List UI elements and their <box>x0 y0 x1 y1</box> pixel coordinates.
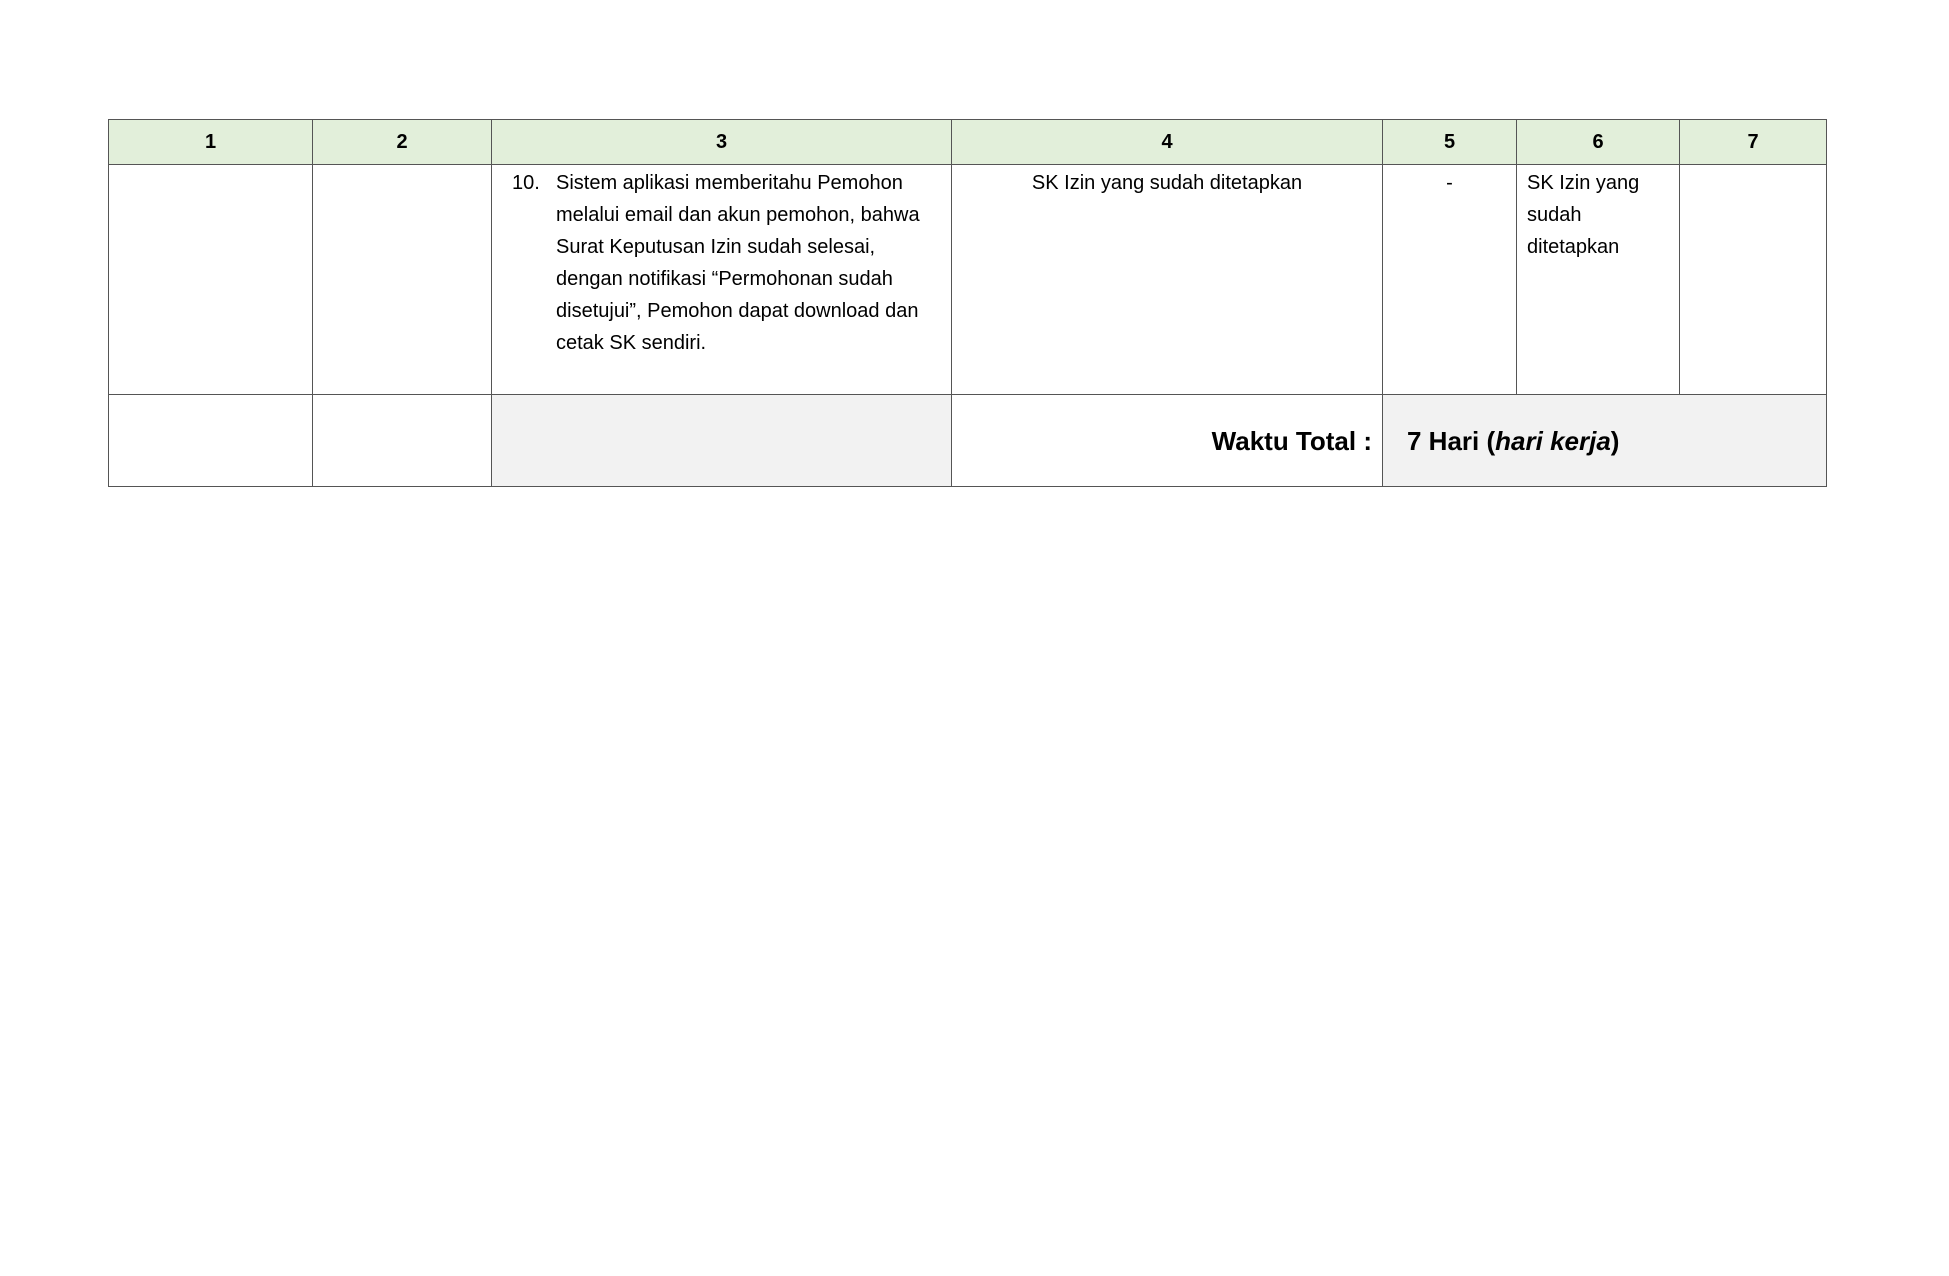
total-value-prefix: 7 Hari ( <box>1407 425 1496 456</box>
cell-col-1 <box>109 165 313 395</box>
header-col-6: 6 <box>1517 120 1680 165</box>
procedure-step <box>512 167 943 359</box>
step-text: Sistem aplikasi memberitahu Pemohon melalui email dan akun pemohon, bahwa Surat Keputusan Izin sudah selesai, dengan notifikasi “Permohonan sudah disetujui”, Pemohon dapat download dan cetak SK sendiri. <box>556 172 920 354</box>
header-col-3: 3 <box>492 120 952 165</box>
header-row <box>109 120 1827 165</box>
header-col-5: 5 <box>1383 120 1517 165</box>
procedure-table <box>108 119 1827 487</box>
total-value-italic: hari kerja <box>1495 425 1611 456</box>
cell-col-7 <box>1680 165 1827 395</box>
step-number: 10. <box>512 172 540 194</box>
header-col-4: 4 <box>952 120 1383 165</box>
header-col-2: 2 <box>313 120 492 165</box>
cell-col-6: SK Izin yang sudah ditetapkan <box>1517 165 1680 395</box>
total-cell-col-2 <box>313 395 492 487</box>
cell-col-5: - <box>1383 165 1517 395</box>
cell-col-4: SK Izin yang sudah ditetapkan <box>952 165 1383 395</box>
cell-col-2 <box>313 165 492 395</box>
total-row <box>109 395 1827 487</box>
cell-col-3 <box>492 165 952 395</box>
header-col-1: 1 <box>109 120 313 165</box>
total-cell-col-3 <box>492 395 952 487</box>
total-value <box>1383 395 1827 487</box>
total-label: Waktu Total : <box>952 395 1383 487</box>
total-value-suffix: ) <box>1610 425 1620 456</box>
total-cell-col-1 <box>109 395 313 487</box>
table-row <box>109 165 1827 395</box>
header-col-7: 7 <box>1680 120 1827 165</box>
table-header <box>109 120 1827 165</box>
